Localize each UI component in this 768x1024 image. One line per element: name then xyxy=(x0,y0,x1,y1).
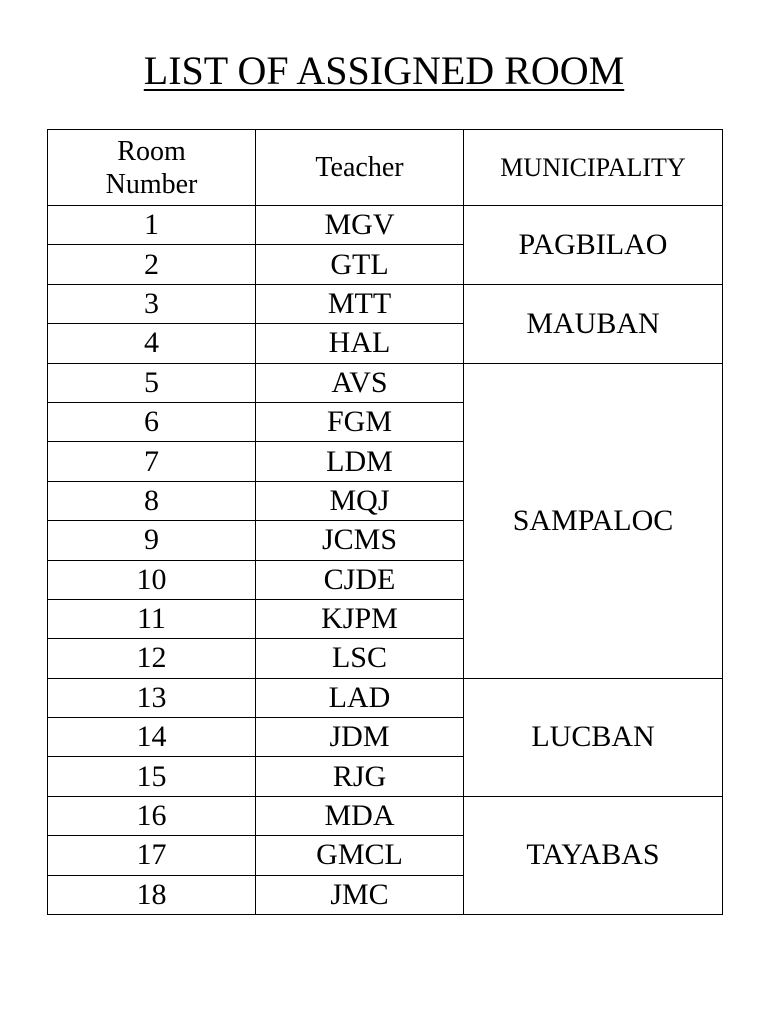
teacher-cell: KJPM xyxy=(256,599,464,638)
room-number-cell: 10 xyxy=(48,560,256,599)
teacher-cell: LAD xyxy=(256,678,464,717)
room-number-cell: 9 xyxy=(48,521,256,560)
room-number-cell: 13 xyxy=(48,678,256,717)
room-number-cell: 6 xyxy=(48,402,256,441)
room-number-cell: 17 xyxy=(48,836,256,875)
table-row xyxy=(48,678,723,717)
room-number-cell: 12 xyxy=(48,639,256,678)
header-teacher: Teacher xyxy=(256,130,464,206)
room-number-cell: 8 xyxy=(48,481,256,520)
room-number-cell: 5 xyxy=(48,363,256,402)
municipality-cell: LUCBAN xyxy=(464,678,723,796)
teacher-cell: AVS xyxy=(256,363,464,402)
room-number-cell: 1 xyxy=(48,206,256,245)
room-number-cell: 4 xyxy=(48,324,256,363)
room-number-cell: 18 xyxy=(48,875,256,914)
teacher-cell: MDA xyxy=(256,796,464,835)
room-number-cell: 11 xyxy=(48,599,256,638)
teacher-cell: LDM xyxy=(256,442,464,481)
teacher-cell: JCMS xyxy=(256,521,464,560)
municipality-cell: MAUBAN xyxy=(464,284,723,363)
teacher-cell: JMC xyxy=(256,875,464,914)
teacher-cell: HAL xyxy=(256,324,464,363)
header-room-line2: Number xyxy=(105,168,198,200)
room-number-cell: 14 xyxy=(48,718,256,757)
table-row xyxy=(48,284,723,323)
teacher-cell: RJG xyxy=(256,757,464,796)
room-number-cell: 7 xyxy=(48,442,256,481)
header-room-line1: Room xyxy=(117,135,186,167)
teacher-cell: GMCL xyxy=(256,836,464,875)
room-number-cell: 2 xyxy=(48,245,256,284)
room-number-cell: 15 xyxy=(48,757,256,796)
header-municipality: MUNICIPALITY xyxy=(464,130,723,206)
table-row xyxy=(48,206,723,245)
teacher-cell: JDM xyxy=(256,718,464,757)
page-title: LIST OF ASSIGNED ROOM xyxy=(143,48,625,93)
table-body xyxy=(48,206,723,915)
teacher-cell: GTL xyxy=(256,245,464,284)
teacher-cell: MQJ xyxy=(256,481,464,520)
header-room-number xyxy=(48,130,256,206)
teacher-cell: MGV xyxy=(256,206,464,245)
teacher-cell: MTT xyxy=(256,284,464,323)
municipality-cell: PAGBILAO xyxy=(464,206,723,285)
municipality-cell: SAMPALOC xyxy=(464,363,723,678)
table-row xyxy=(48,363,723,402)
room-number-cell: 3 xyxy=(48,284,256,323)
room-number-cell: 16 xyxy=(48,796,256,835)
table-row xyxy=(48,796,723,835)
teacher-cell: FGM xyxy=(256,402,464,441)
teacher-cell: LSC xyxy=(256,639,464,678)
table-header-row xyxy=(48,130,723,206)
municipality-cell: TAYABAS xyxy=(464,796,723,914)
teacher-cell: CJDE xyxy=(256,560,464,599)
room-assignment-table xyxy=(47,129,723,915)
